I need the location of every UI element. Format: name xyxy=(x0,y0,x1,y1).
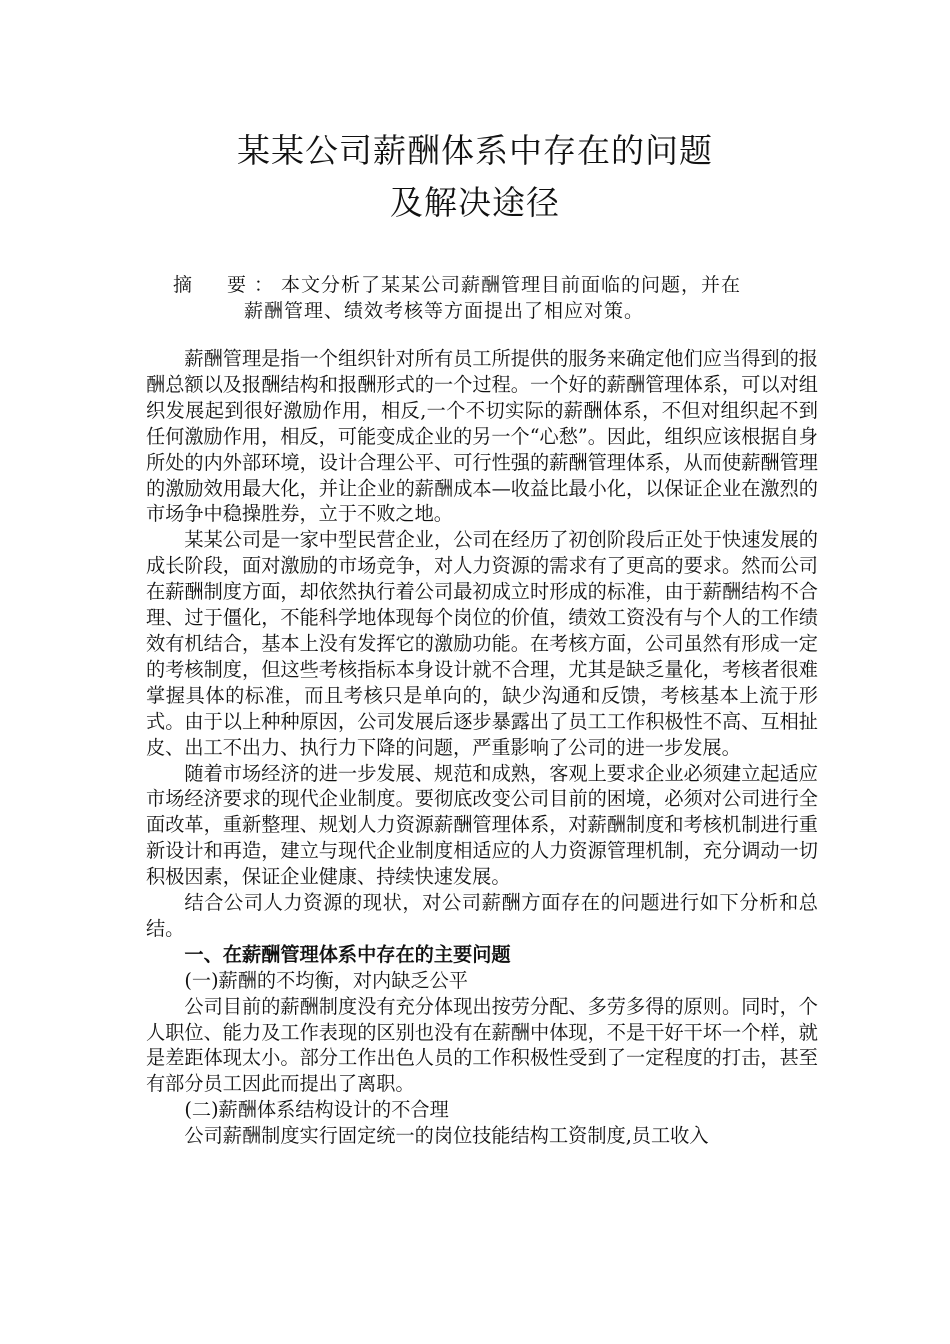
subsection-paragraph-1: 公司目前的薪酬制度没有充分体现出按劳分配、多劳多得的原则。同时，个人职位、能力及工作表现的区别也没有在薪酬中体现，不是干好干坏一个样，就是差距体现太小。部分工作出色人员的工作积极性受到了一定程度的打击，甚至有部分员工因此而提出了离职。 xyxy=(146,994,818,1096)
subsection-heading-2: (二)薪酬体系结构设计的不合理 xyxy=(184,1098,449,1122)
section-heading-1: 一、在薪酬管理体系中存在的主要问题 xyxy=(184,942,511,966)
document-title-line2: 及解决途径 xyxy=(390,183,560,222)
abstract-label: 摘 要： xyxy=(173,274,282,296)
body-paragraph-1: 薪酬管理是指一个组织针对所有员工所提供的服务来确定他们应当得到的报酬总额以及报酬结构和报酬形式的一个过程。一个好的薪酬管理体系，可以对组织发展起到很好激励作用，相反,一个不切实际的薪酬体系，不但对组织起不到任何激励作用，相反，可能变成企业的另一个“心愁”。因此，组织应该根据自身所处的内外部环境，设计合理公平、可行性强的薪酬管理体系，从而使薪酬管理的激励效用最大化，并让企业的薪酬成本—收益比最小化，以保证企业在激烈的市场争中稳操胜券，立于不败之地。 xyxy=(146,347,818,526)
subsection-paragraph-2: 公司薪酬制度实行固定统一的岗位技能结构工资制度,员工收入 xyxy=(184,1124,709,1148)
abstract xyxy=(140,272,820,324)
abstract-line1 xyxy=(140,272,820,298)
body-paragraph-4: 结合公司人力资源的现状，对公司薪酬方面存在的问题进行如下分析和总结。 xyxy=(146,891,818,940)
body-paragraph-2: 某某公司是一家中型民营企业，公司在经历了初创阶段后正处于快速发展的成长阶段，面对激励的市场竞争，对人力资源的需求有了更高的要求。然而公司在薪酬制度方面，却依然执行着公司最初成立时形成的标准，由于薪酬结构不合理、过于僵化，不能科学地体现每个岗位的价值，绩效工资没有与个人的工作绩效有机结合，基本上没有发挥它的激励功能。在考核方面，公司虽然有形成一定的考核制度，但这些考核指标本身设计就不合理，尤其是缺乏量化，考核者很难掌握具体的标准，而且考核只是单向的，缺少沟通和反馈，考核基本上流于形式。由于以上种种原因，公司发展后逐步暴露出了员工工作积极性不高、互相扯皮、出工不出力、执行力下降的问题，严重影响了公司的进一步发展。 xyxy=(146,528,818,759)
document-body xyxy=(146,346,818,1149)
abstract-text-line2: 薪酬管理、绩效考核等方面提出了相应对策。 xyxy=(244,300,645,322)
body-paragraph-3: 随着市场经济的进一步发展、规范和成熟，客观上要求企业必须建立起适应市场经济要求的现代企业制度。要彻底改变公司目前的困境，必须对公司进行全面改革，重新整理、规划人力资源薪酬管理体系，对薪酬制度和考核机制进行重新设计和再造，建立与现代企业制度相适应的人力资源管理机制，充分调动一切积极因素，保证企业健康、持续快速发展。 xyxy=(146,761,818,889)
subsection-heading-1: (一)薪酬的不均衡，对内缺乏公平 xyxy=(184,968,468,992)
abstract-text-line1: 本文分析了某某公司薪酬管理目前面临的问题，并在 xyxy=(281,274,742,296)
document-title-line1: 某某公司薪酬体系中存在的问题 xyxy=(237,131,713,170)
